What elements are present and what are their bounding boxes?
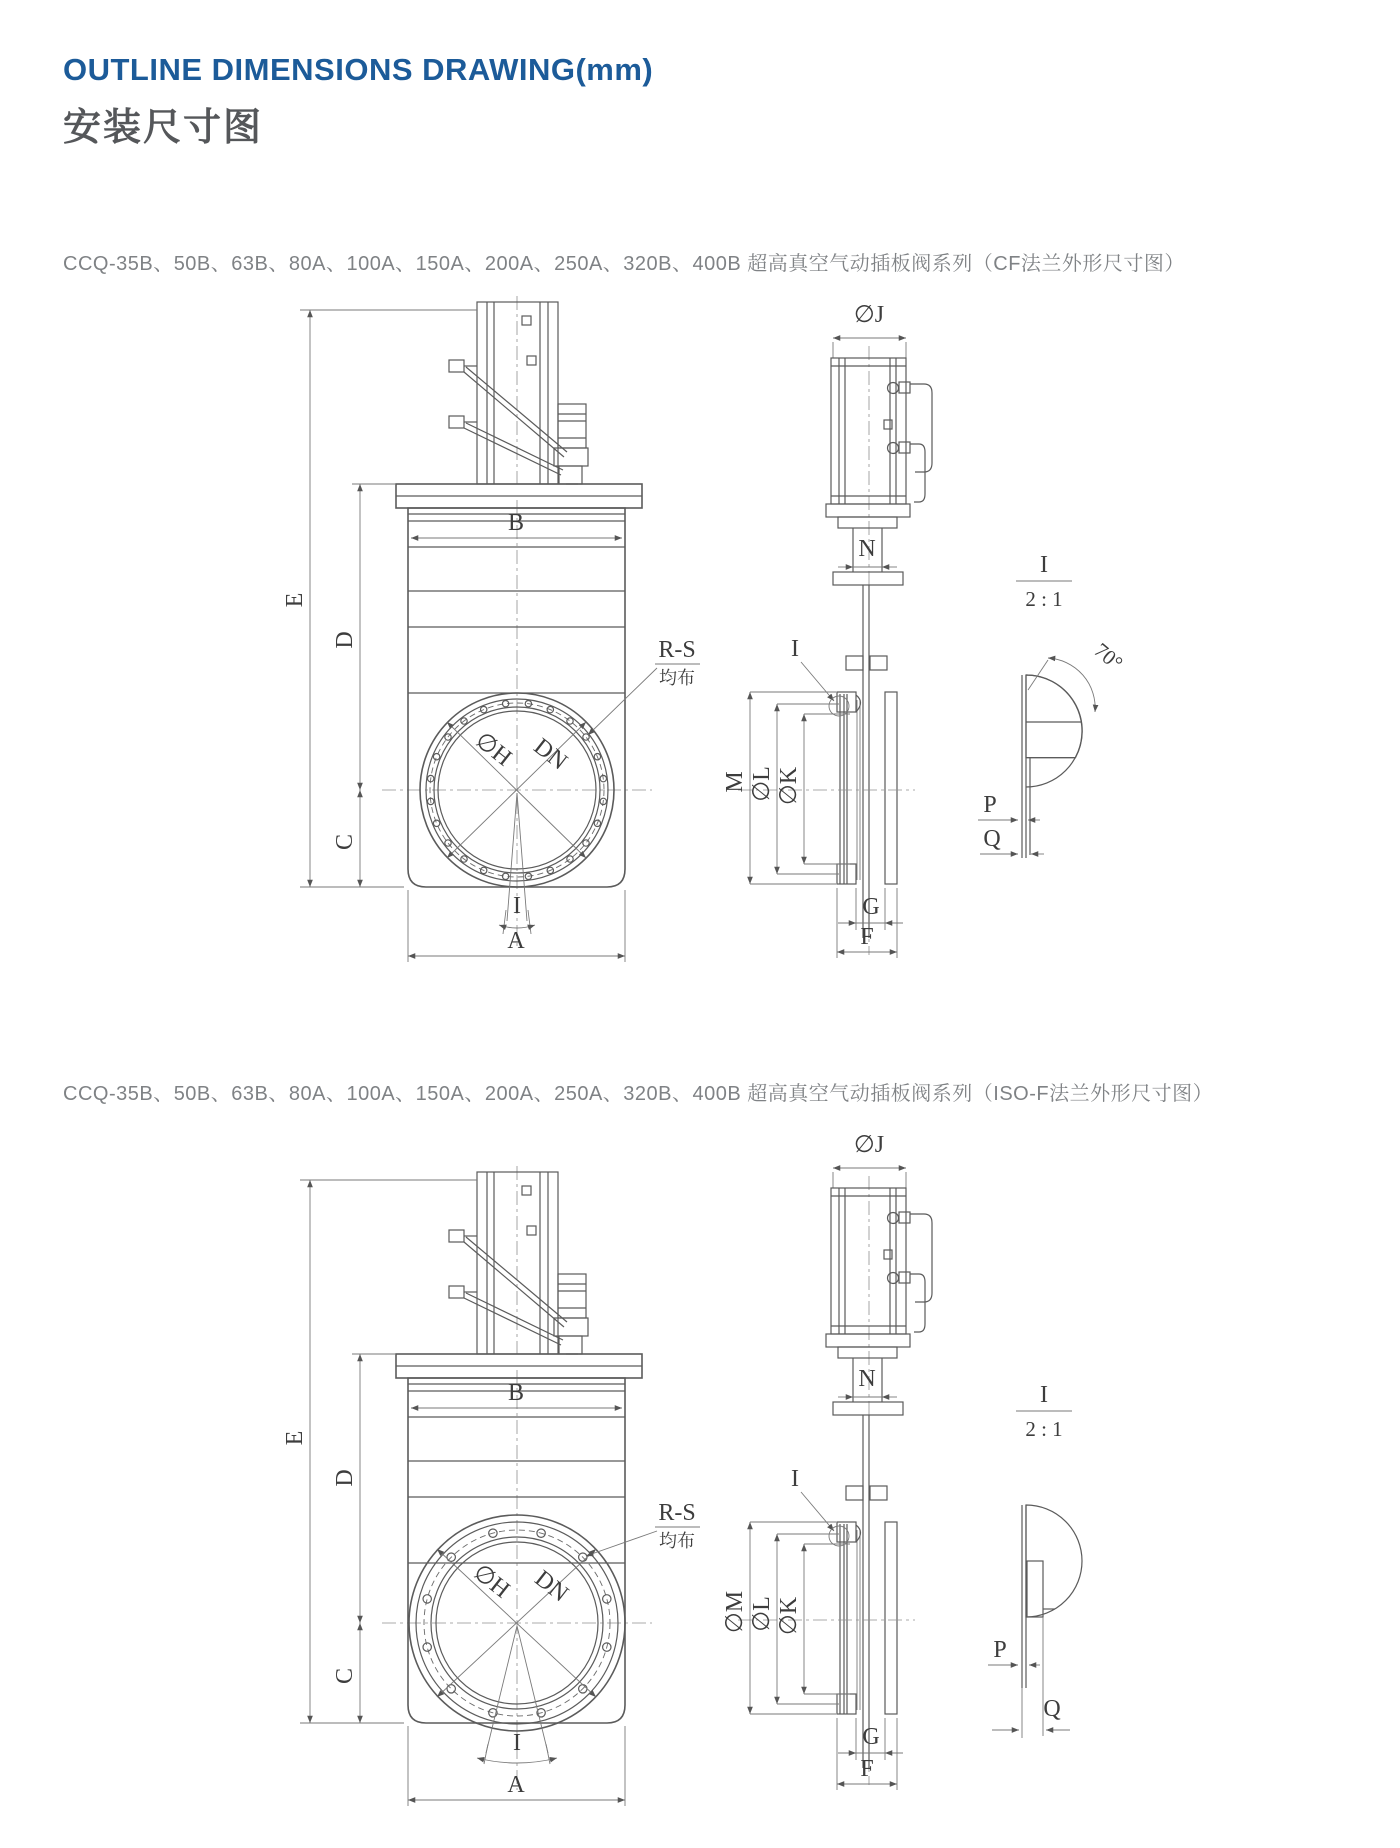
rs-note: 均布 xyxy=(659,1531,695,1551)
detail-label-i: I xyxy=(1040,1382,1048,1408)
dim-label-c: C xyxy=(332,1667,358,1685)
gate-body-side xyxy=(846,1415,887,1768)
actuator-side xyxy=(826,358,932,528)
dim-label-e: E xyxy=(282,592,308,608)
detail-scale: 2 : 1 xyxy=(1025,1417,1063,1441)
dim-label-dn: DN xyxy=(528,733,572,776)
page-subtitle: 安装尺寸图 xyxy=(63,107,264,149)
detail-label-i: I xyxy=(1040,552,1048,578)
solenoid-valve xyxy=(554,404,588,484)
drawing-isof xyxy=(0,1120,1400,1848)
dim-label-b: B xyxy=(507,1380,525,1406)
side-view-isof xyxy=(722,1132,932,1790)
dim-label-m: M xyxy=(722,771,748,793)
actuator-front xyxy=(449,1172,588,1354)
detail-scale: 2 : 1 xyxy=(1025,587,1063,611)
dim-label-d: D xyxy=(332,1469,358,1487)
section-caption-cf: CCQ-35B、50B、63B、80A、100A、150A、200A、250A、320B、400B 超高真空气动插板阀系列（CF法兰外形尺寸图） xyxy=(63,253,1185,275)
gate-body-side xyxy=(846,585,887,938)
dim-label-i-side: I xyxy=(791,1466,799,1492)
dim-label-a: A xyxy=(507,1772,525,1798)
cf-flange-section xyxy=(837,692,897,884)
dim-label-p: P xyxy=(993,1637,1007,1663)
dim-label-p: P xyxy=(983,792,997,818)
neck-side xyxy=(833,1358,903,1415)
dim-label-n: N xyxy=(858,536,876,562)
rs-callout xyxy=(586,1500,700,1556)
valve-body xyxy=(408,508,625,887)
dim-label-i-side: I xyxy=(791,636,799,662)
bonnet-flange xyxy=(396,1354,642,1378)
dim-label-a: A xyxy=(507,928,525,954)
dim-label-c: C xyxy=(332,833,358,851)
dim-label-phi-j: ∅J xyxy=(853,302,885,328)
detail-view-cf xyxy=(978,552,1127,858)
dim-label-phi-l: ∅L xyxy=(749,766,775,802)
dim-label-d: D xyxy=(332,631,358,649)
section-caption-isof: CCQ-35B、50B、63B、80A、100A、150A、200A、250A、320B、400B 超高真空气动插板阀系列（ISO-F法兰外形尺寸图） xyxy=(63,1083,1214,1105)
actuator-front xyxy=(449,302,588,484)
front-view-isof xyxy=(282,1166,700,1806)
dim-label-phi-k: ∅K xyxy=(776,1596,802,1636)
dim-label-phi-h: ∅H xyxy=(470,727,517,772)
dim-label-f: F xyxy=(860,924,874,950)
solenoid-valve xyxy=(554,1274,588,1354)
rs-note: 均布 xyxy=(659,668,695,688)
isof-flange-section xyxy=(837,1522,897,1714)
dim-label-e: E xyxy=(282,1430,308,1446)
page-title: OUTLINE DIMENSIONS DRAWING(mm) xyxy=(63,52,654,87)
rs-callout xyxy=(588,637,700,735)
dim-label-g: G xyxy=(862,1724,880,1750)
actuator-side xyxy=(826,1188,932,1358)
counter-plate xyxy=(885,1522,897,1714)
dim-label-g: G xyxy=(862,894,880,920)
dim-label-phi-j: ∅J xyxy=(853,1132,885,1158)
angle-annotation xyxy=(1028,638,1127,712)
dim-label-rs: R-S xyxy=(658,1500,696,1526)
dim-label-q: Q xyxy=(983,826,1001,852)
side-view-cf xyxy=(722,302,932,958)
dim-label-phi-k: ∅K xyxy=(776,766,802,806)
valve-body xyxy=(408,1378,625,1723)
front-view-cf xyxy=(282,296,700,962)
neck-side xyxy=(833,528,903,585)
dim-label-f: F xyxy=(860,1756,874,1782)
dim-label-i-front: I xyxy=(513,893,521,919)
angle-label: 70° xyxy=(1089,637,1128,676)
dim-label-q: Q xyxy=(1043,1696,1061,1722)
dim-label-rs: R-S xyxy=(658,637,696,663)
dim-label-phi-m: ∅M xyxy=(722,1590,748,1634)
dim-label-b: B xyxy=(507,510,525,536)
dim-label-i-front: I xyxy=(513,1730,521,1756)
dim-label-phi-l: ∅L xyxy=(749,1596,775,1632)
seal-detail-shape xyxy=(1022,675,1082,858)
dim-label-phi-h: ∅H xyxy=(468,1559,515,1604)
dim-label-dn: DN xyxy=(529,1565,573,1608)
dim-label-n: N xyxy=(858,1366,876,1392)
detail-view-isof xyxy=(988,1382,1082,1738)
drawing-cf xyxy=(0,290,1400,970)
counter-plate xyxy=(885,692,897,884)
bonnet-flange xyxy=(396,484,642,508)
